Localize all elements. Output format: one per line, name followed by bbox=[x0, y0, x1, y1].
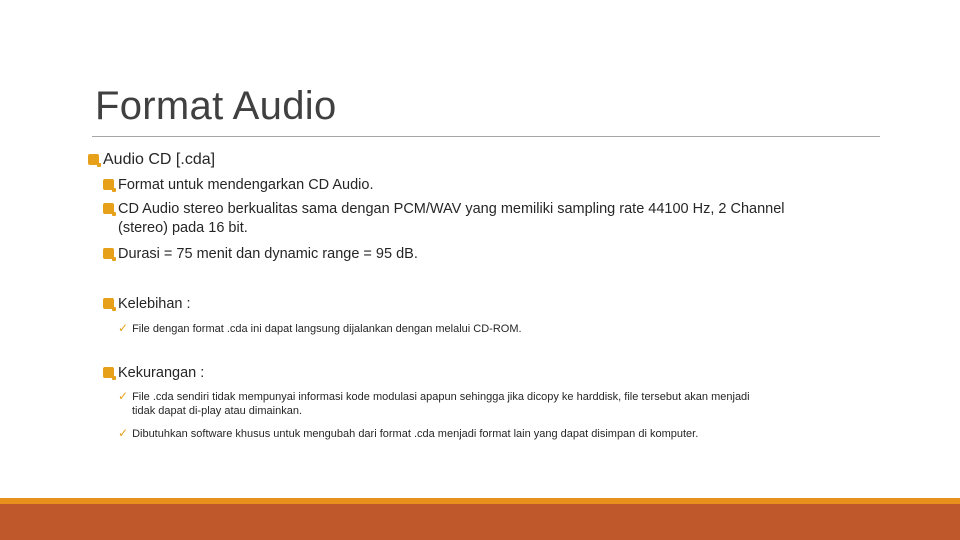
sub-bullet-text: CD Audio stereo berkualitas sama dengan PCM/WAV yang memiliki sampling rate 44100 Hz, 2 Channel bbox=[118, 201, 785, 217]
square-bullet-icon bbox=[103, 298, 114, 309]
sub-bullet bbox=[103, 176, 374, 195]
kekurangan-item bbox=[118, 426, 698, 441]
footer-bar bbox=[0, 504, 960, 540]
square-bullet-icon bbox=[103, 203, 114, 214]
sub-bullet-continuation: (stereo) pada 16 bit. bbox=[118, 220, 248, 236]
square-bullet-icon bbox=[103, 179, 114, 190]
kelebihan-item-text: File dengan format .cda ini dapat langsung dijalankan dengan melalui CD-ROM. bbox=[132, 323, 522, 335]
slide-title: Format Audio bbox=[95, 84, 337, 128]
kelebihan-item bbox=[118, 321, 522, 336]
kelebihan-heading bbox=[103, 295, 191, 314]
main-bullet-text: Audio CD [.cda] bbox=[103, 151, 216, 168]
sub-bullet bbox=[103, 245, 418, 264]
kelebihan-heading-text: Kelebihan : bbox=[118, 296, 191, 312]
kekurangan-item-continuation: tidak dapat di-play atau dimainkan. bbox=[132, 405, 302, 417]
checkmark-icon: ✓ bbox=[118, 321, 129, 335]
kekurangan-heading-text: Kekurangan : bbox=[118, 365, 205, 381]
kekurangan-item-text: Dibutuhkan software khusus untuk mengubah dari format .cda menjadi format lain yang dapat disimpan di komputer. bbox=[132, 428, 699, 440]
sub-bullet-text: Format untuk mendengarkan CD Audio. bbox=[118, 177, 374, 193]
square-bullet-icon bbox=[103, 367, 114, 378]
kekurangan-item-text: File .cda sendiri tidak mempunyai informasi kode modulasi apapun sehingga jika dicopy ke harddisk, file tersebut akan menjadi bbox=[132, 391, 750, 403]
main-bullet bbox=[88, 150, 215, 170]
square-bullet-icon bbox=[88, 154, 99, 165]
kekurangan-item bbox=[118, 389, 750, 418]
checkmark-icon: ✓ bbox=[118, 426, 129, 440]
sub-bullet-text: Durasi = 75 menit dan dynamic range = 95 dB. bbox=[118, 246, 418, 262]
title-divider bbox=[92, 136, 880, 137]
square-bullet-icon bbox=[103, 248, 114, 259]
sub-bullet bbox=[103, 200, 785, 238]
kekurangan-heading bbox=[103, 364, 204, 383]
checkmark-icon: ✓ bbox=[118, 389, 129, 403]
